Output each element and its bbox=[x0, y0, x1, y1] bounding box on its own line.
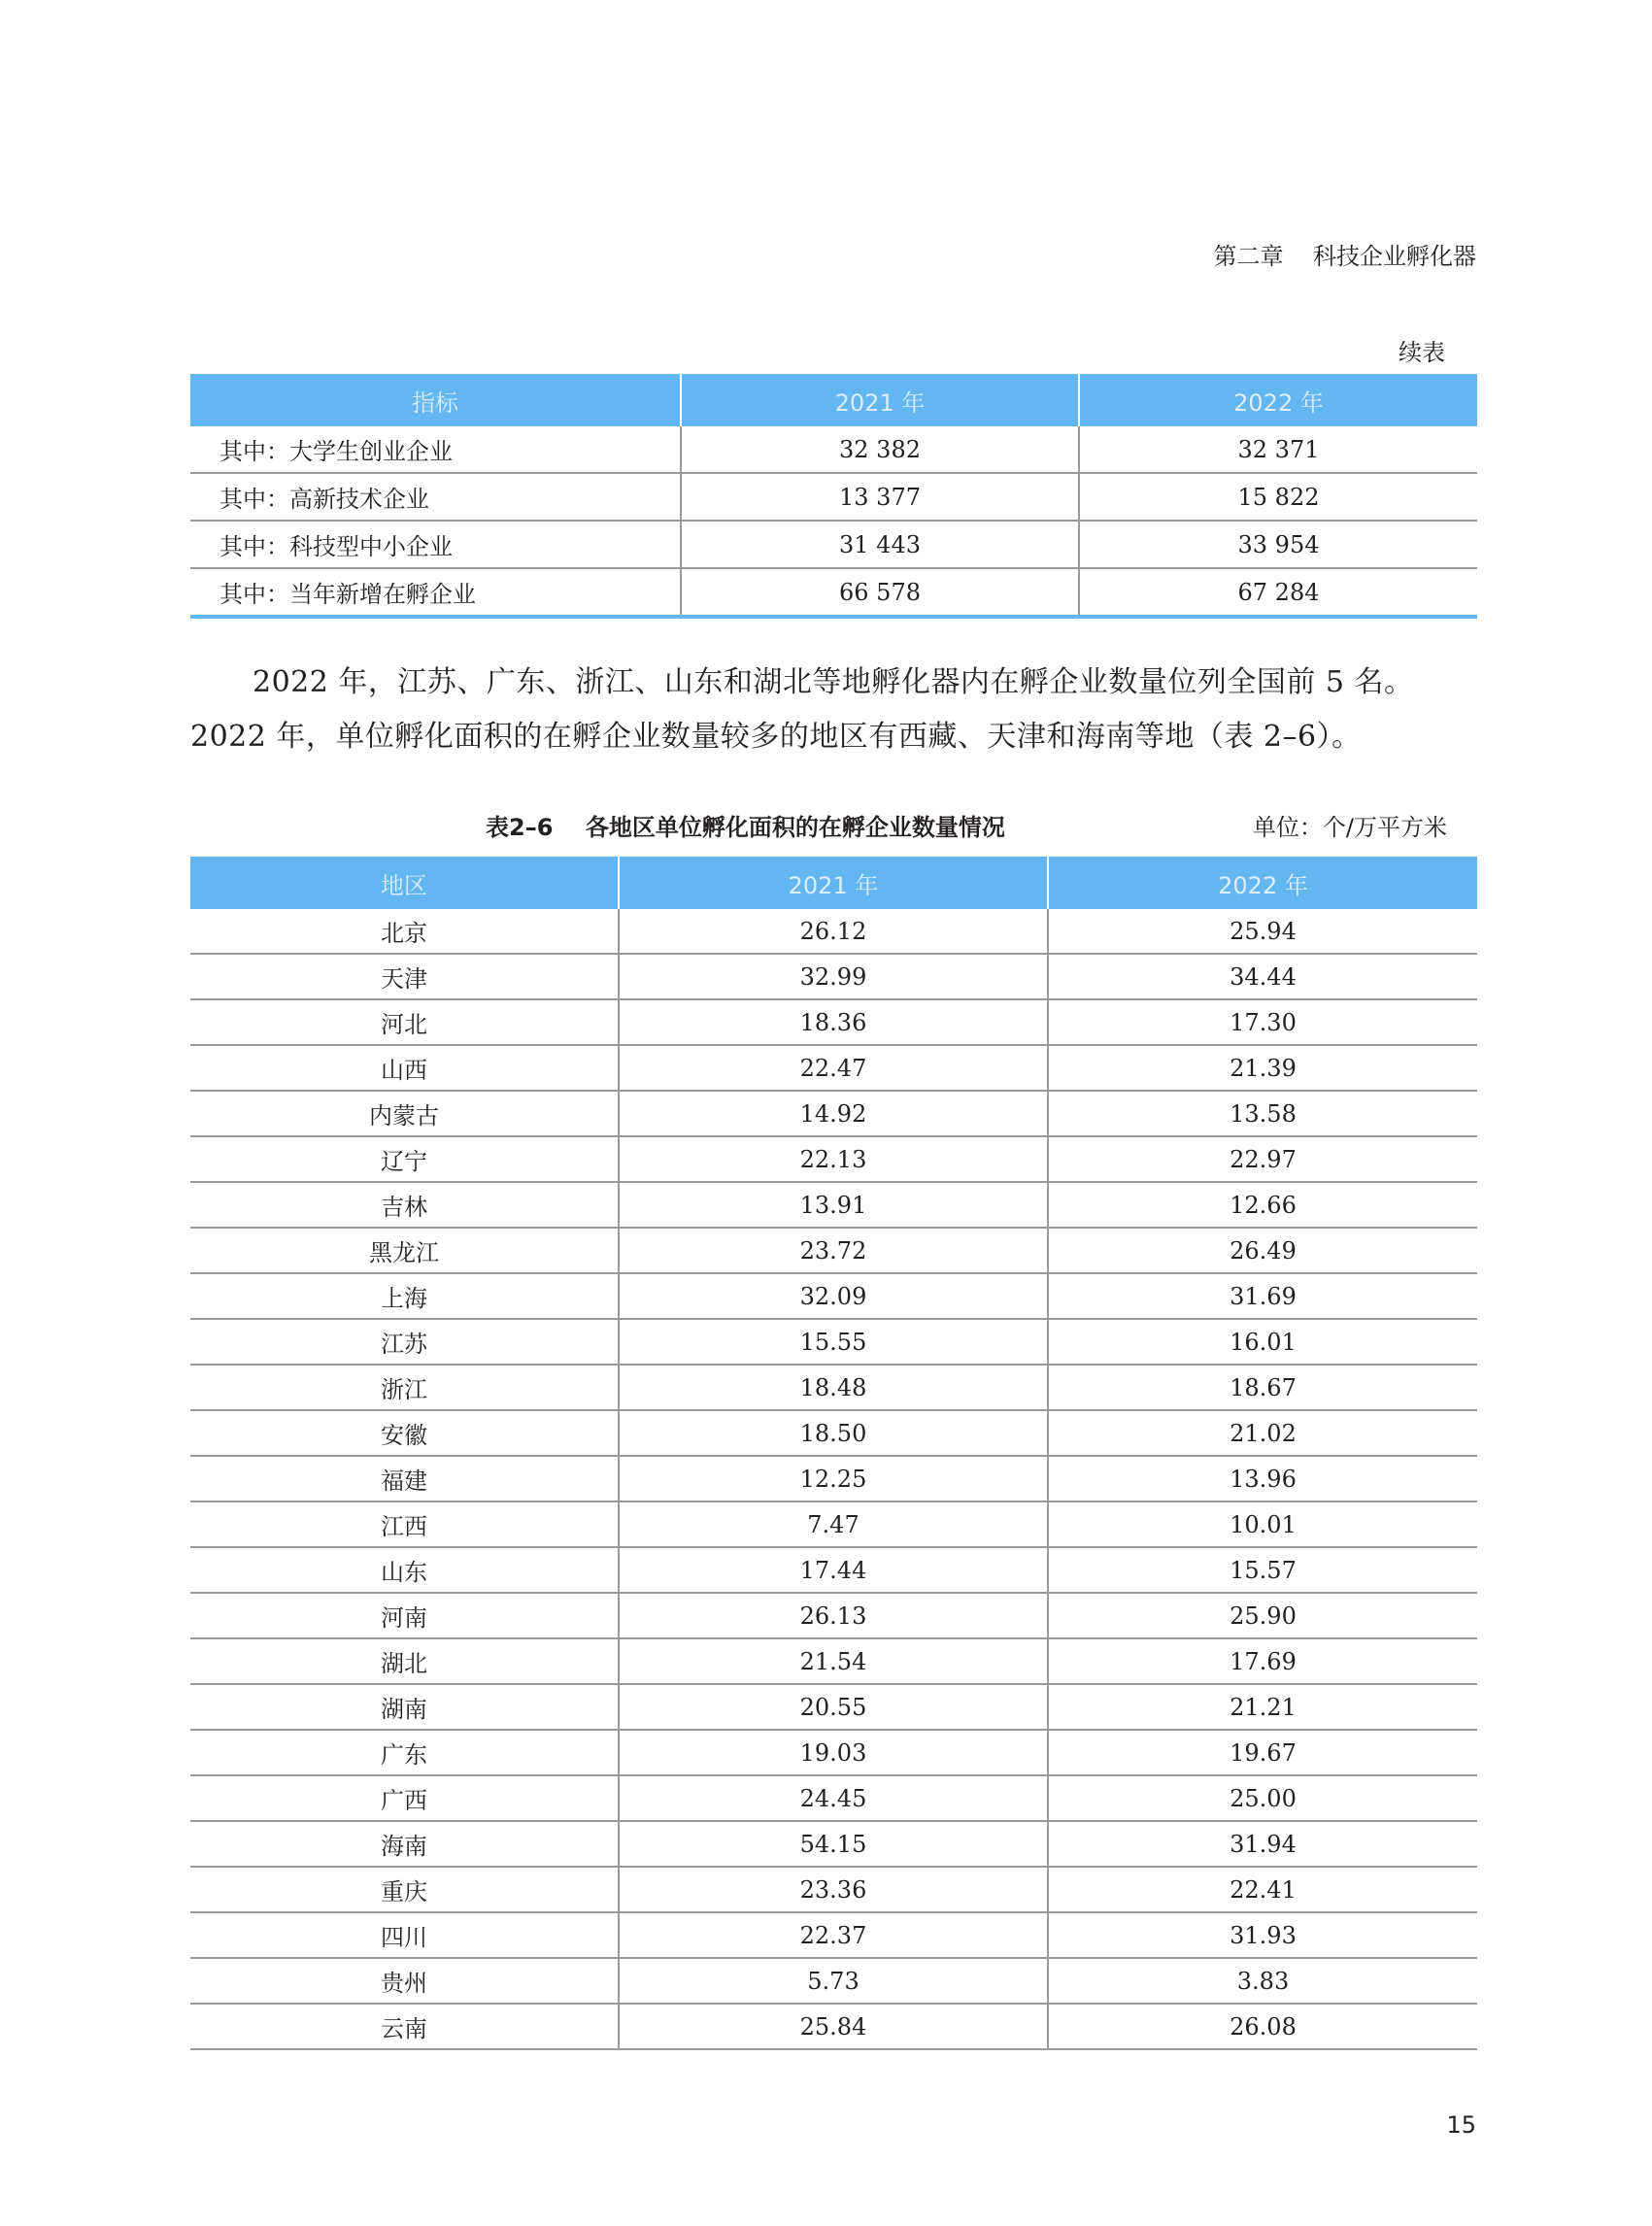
table-row bbox=[190, 1365, 1477, 1410]
cell-label: 湖北 bbox=[190, 1638, 619, 1684]
cell-2022: 31.69 bbox=[1048, 1273, 1477, 1319]
cell-2021: 5.73 bbox=[619, 1958, 1048, 2004]
cell-label: 天津 bbox=[190, 954, 619, 999]
cell-label: 北京 bbox=[190, 909, 619, 954]
cell-label: 其中：当年新增在孵企业 bbox=[190, 568, 681, 617]
cell-2022: 10.01 bbox=[1048, 1501, 1477, 1547]
table-row bbox=[190, 1501, 1477, 1547]
table-row bbox=[190, 1684, 1477, 1730]
cell-2021: 54.15 bbox=[619, 1821, 1048, 1867]
cell-label: 其中：科技型中小企业 bbox=[190, 521, 681, 568]
cell-2022: 21.21 bbox=[1048, 1684, 1477, 1730]
cell-2022: 22.41 bbox=[1048, 1867, 1477, 1912]
table-header-row bbox=[190, 374, 1477, 426]
cell-2021: 21.54 bbox=[619, 1638, 1048, 1684]
table-row bbox=[190, 1045, 1477, 1091]
table-row bbox=[190, 1730, 1477, 1775]
region-incubation-table bbox=[190, 857, 1477, 2050]
table-row bbox=[190, 521, 1477, 568]
chapter-header: 第二章 科技企业孵化器 bbox=[1213, 243, 1476, 270]
cell-2022: 13.58 bbox=[1048, 1091, 1477, 1136]
cell-2021: 14.92 bbox=[619, 1091, 1048, 1136]
cell-label: 其中：大学生创业企业 bbox=[190, 426, 681, 473]
table-row bbox=[190, 1182, 1477, 1228]
column-header-region: 地区 bbox=[190, 857, 619, 909]
cell-2021: 13 377 bbox=[681, 473, 1079, 521]
cell-2022: 25.90 bbox=[1048, 1593, 1477, 1638]
cell-2022: 21.02 bbox=[1048, 1410, 1477, 1456]
table-row bbox=[190, 909, 1477, 954]
cell-2021: 32 382 bbox=[681, 426, 1079, 473]
cell-label: 内蒙古 bbox=[190, 1091, 619, 1136]
cell-label: 云南 bbox=[190, 2004, 619, 2049]
table-row bbox=[190, 1091, 1477, 1136]
cell-2022: 18.67 bbox=[1048, 1365, 1477, 1410]
cell-2022: 31.93 bbox=[1048, 1912, 1477, 1958]
table-row bbox=[190, 1775, 1477, 1821]
table-row bbox=[190, 1867, 1477, 1912]
table-row bbox=[190, 1821, 1477, 1867]
cell-label: 重庆 bbox=[190, 1867, 619, 1912]
cell-label: 山东 bbox=[190, 1547, 619, 1593]
cell-2021: 13.91 bbox=[619, 1182, 1048, 1228]
cell-2022: 34.44 bbox=[1048, 954, 1477, 999]
column-header-indicator: 指标 bbox=[190, 374, 681, 426]
column-header-2021: 2021 年 bbox=[619, 857, 1048, 909]
cell-2022: 12.66 bbox=[1048, 1182, 1477, 1228]
cell-label: 辽宁 bbox=[190, 1136, 619, 1182]
table-row bbox=[190, 954, 1477, 999]
cell-label: 湖南 bbox=[190, 1684, 619, 1730]
cell-2022: 16.01 bbox=[1048, 1319, 1477, 1365]
body-paragraph: 2022 年，江苏、广东、浙江、山东和湖北等地孵化器内在孵企业数量位列全国前 5 名。2022 年，单位孵化面积的在孵企业数量较多的地区有西藏、天津和海南等地（表 2–6）。 bbox=[190, 665, 1414, 754]
cell-2022: 25.00 bbox=[1048, 1775, 1477, 1821]
cell-2022: 13.96 bbox=[1048, 1456, 1477, 1501]
cell-2021: 24.45 bbox=[619, 1775, 1048, 1821]
cell-2021: 20.55 bbox=[619, 1684, 1048, 1730]
cell-label: 安徽 bbox=[190, 1410, 619, 1456]
table-row bbox=[190, 1958, 1477, 2004]
cell-label: 广西 bbox=[190, 1775, 619, 1821]
table-row bbox=[190, 999, 1477, 1045]
cell-label: 黑龙江 bbox=[190, 1228, 619, 1273]
page-number: 15 bbox=[1446, 2111, 1476, 2139]
cell-2021: 25.84 bbox=[619, 2004, 1048, 2049]
cell-2021: 18.36 bbox=[619, 999, 1048, 1045]
column-header-2022: 2022 年 bbox=[1079, 374, 1477, 426]
cell-2021: 17.44 bbox=[619, 1547, 1048, 1593]
table-row bbox=[190, 1912, 1477, 1958]
cell-2021: 18.50 bbox=[619, 1410, 1048, 1456]
cell-label: 吉林 bbox=[190, 1182, 619, 1228]
cell-label: 其中：高新技术企业 bbox=[190, 473, 681, 521]
cell-label: 江苏 bbox=[190, 1319, 619, 1365]
cell-label: 四川 bbox=[190, 1912, 619, 1958]
cell-2021: 22.37 bbox=[619, 1912, 1048, 1958]
cell-2022: 17.69 bbox=[1048, 1638, 1477, 1684]
cell-2021: 22.47 bbox=[619, 1045, 1048, 1091]
cell-2021: 31 443 bbox=[681, 521, 1079, 568]
cell-2022: 17.30 bbox=[1048, 999, 1477, 1045]
cell-label: 福建 bbox=[190, 1456, 619, 1501]
cell-2022: 21.39 bbox=[1048, 1045, 1477, 1091]
cell-2021: 23.72 bbox=[619, 1228, 1048, 1273]
table-row bbox=[190, 1273, 1477, 1319]
cell-2022: 67 284 bbox=[1079, 568, 1477, 617]
cell-2022: 33 954 bbox=[1079, 521, 1477, 568]
cell-label: 山西 bbox=[190, 1045, 619, 1091]
table-row bbox=[190, 1228, 1477, 1273]
cell-2021: 26.12 bbox=[619, 909, 1048, 954]
table-row bbox=[190, 1410, 1477, 1456]
cell-2022: 15.57 bbox=[1048, 1547, 1477, 1593]
cell-2021: 23.36 bbox=[619, 1867, 1048, 1912]
cell-2022: 26.49 bbox=[1048, 1228, 1477, 1273]
cell-2021: 26.13 bbox=[619, 1593, 1048, 1638]
table-header-row bbox=[190, 857, 1477, 909]
cell-label: 江西 bbox=[190, 1501, 619, 1547]
table-row bbox=[190, 568, 1477, 617]
cell-2021: 32.99 bbox=[619, 954, 1048, 999]
cell-2021: 12.25 bbox=[619, 1456, 1048, 1501]
cell-2022: 3.83 bbox=[1048, 1958, 1477, 2004]
cell-2022: 32 371 bbox=[1079, 426, 1477, 473]
column-header-2022: 2022 年 bbox=[1048, 857, 1477, 909]
cell-label: 贵州 bbox=[190, 1958, 619, 2004]
table-unit: 单位：个/万平方米 bbox=[1252, 814, 1447, 841]
cell-2022: 26.08 bbox=[1048, 2004, 1477, 2049]
cell-2021: 32.09 bbox=[619, 1273, 1048, 1319]
cell-2022: 22.97 bbox=[1048, 1136, 1477, 1182]
table-row bbox=[190, 1319, 1477, 1365]
table-row bbox=[190, 426, 1477, 473]
column-header-2021: 2021 年 bbox=[681, 374, 1079, 426]
table-row bbox=[190, 473, 1477, 521]
cell-label: 河南 bbox=[190, 1593, 619, 1638]
cell-2021: 19.03 bbox=[619, 1730, 1048, 1775]
cell-2022: 25.94 bbox=[1048, 909, 1477, 954]
cell-2021: 18.48 bbox=[619, 1365, 1048, 1410]
table-row bbox=[190, 1456, 1477, 1501]
cell-2021: 15.55 bbox=[619, 1319, 1048, 1365]
cell-2022: 19.67 bbox=[1048, 1730, 1477, 1775]
cell-2021: 22.13 bbox=[619, 1136, 1048, 1182]
cell-2022: 15 822 bbox=[1079, 473, 1477, 521]
cell-label: 海南 bbox=[190, 1821, 619, 1867]
continued-table-label: 续表 bbox=[1399, 339, 1445, 366]
cell-2021: 66 578 bbox=[681, 568, 1079, 617]
cell-label: 河北 bbox=[190, 999, 619, 1045]
cell-label: 广东 bbox=[190, 1730, 619, 1775]
cell-label: 浙江 bbox=[190, 1365, 619, 1410]
table-row bbox=[190, 1593, 1477, 1638]
table-row bbox=[190, 2004, 1477, 2049]
table-row bbox=[190, 1136, 1477, 1182]
table-row bbox=[190, 1638, 1477, 1684]
cell-2022: 31.94 bbox=[1048, 1821, 1477, 1867]
cell-label: 上海 bbox=[190, 1273, 619, 1319]
table-title: 表2–6 各地区单位孵化面积的在孵企业数量情况 bbox=[486, 814, 1005, 841]
continued-table bbox=[190, 374, 1477, 619]
table-row bbox=[190, 1547, 1477, 1593]
cell-2021: 7.47 bbox=[619, 1501, 1048, 1547]
